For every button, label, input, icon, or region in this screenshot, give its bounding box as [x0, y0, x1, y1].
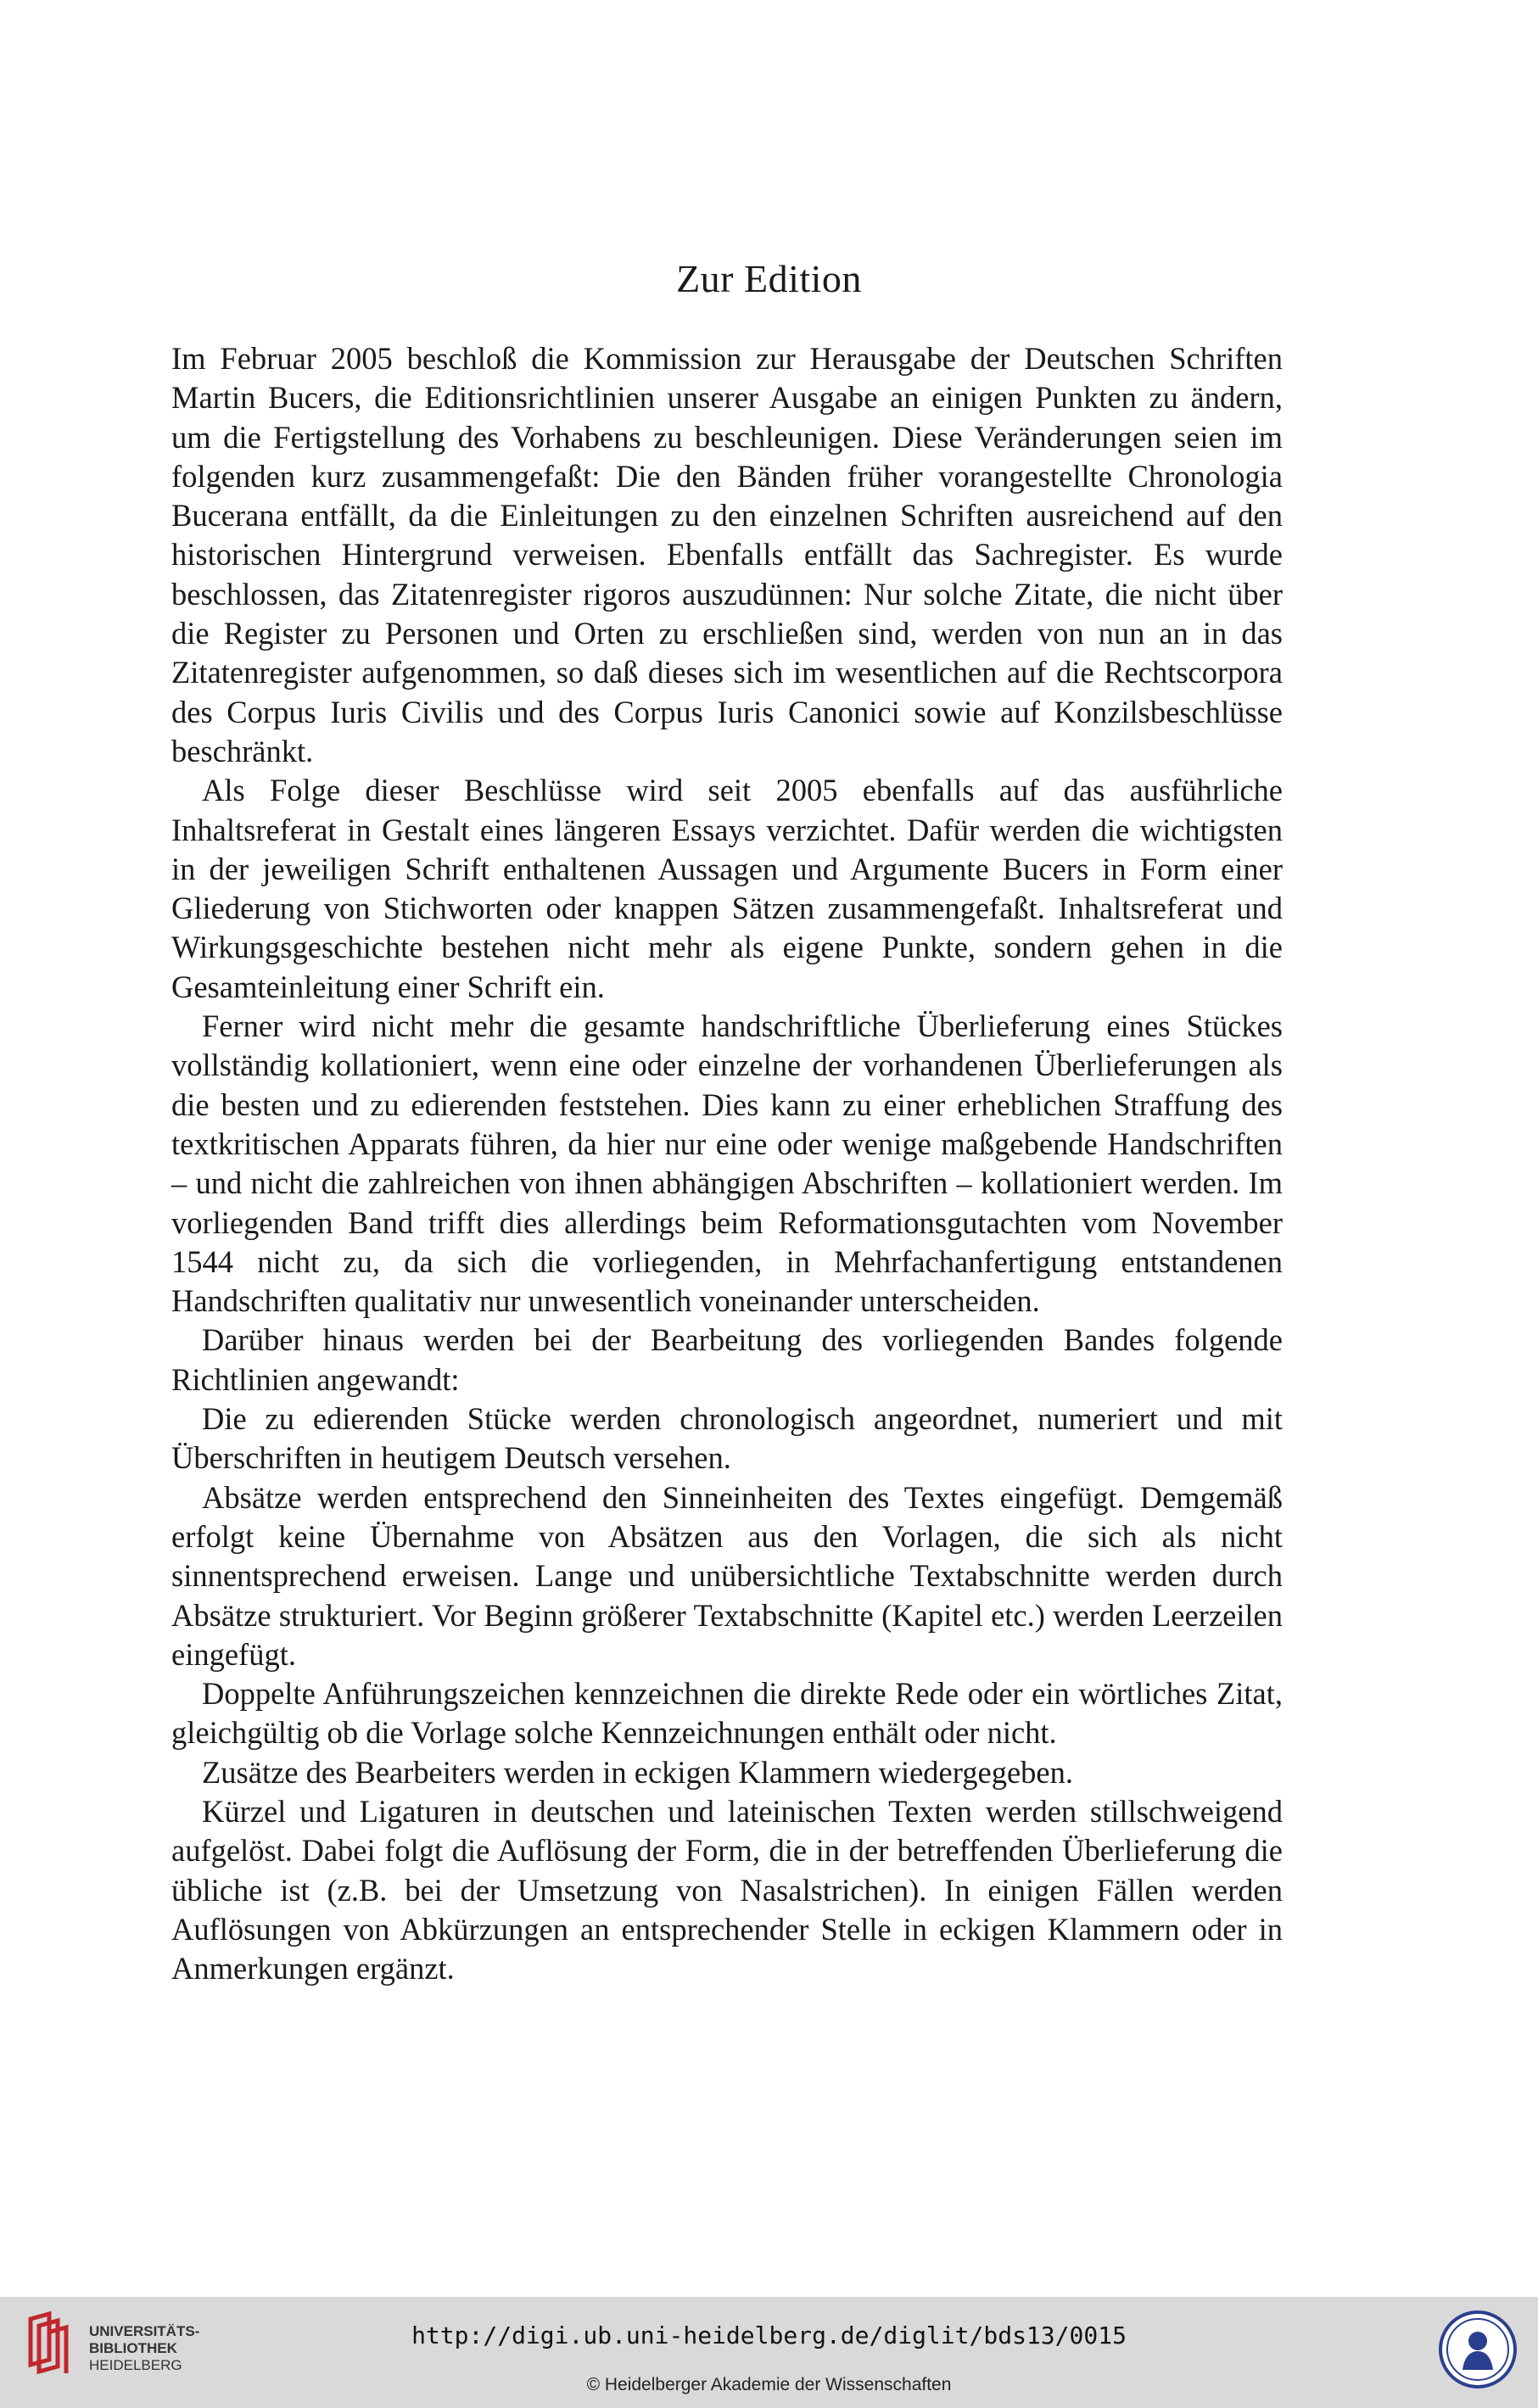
paragraph: Ferner wird nicht mehr die gesamte handschriftliche Überlieferung eines Stückes vollständig kollationiert, wenn eine oder einzelne der vorhandenen Überlieferungen als die besten und zu edierenden feststehen. Dies kann zu einer erheblichen Straffung des textkritischen Apparats führen, da hier nur eine oder wenige maßgebende Handschriften – und nicht die zahlreichen von ihnen abhängigen Abschriften – kollationiert werden. Im vorliegenden Band trifft dies allerdings beim Reformationsgutachten vom November 1544 nicht zu, da sich die vorliegenden, in Mehrfachanfertigung entstandenen Handschriften qualitativ nur unwesentlich voneinander unterscheiden.	[171, 1008, 1283, 1319]
source-url-link[interactable]: http://digi.ub.uni-heidelberg.de/diglit/bds13/0015	[411, 2321, 1127, 2349]
library-name-line: BIBLIOTHEK	[89, 2340, 177, 2356]
paragraph: Im Februar 2005 beschloß die Kommission zur Herausgabe der Deutschen Schriften Martin Bucers, die Editionsrichtlinien unserer Ausgabe an einigen Punkten zu ändern, um die Fertigstellung des Vorhabens zu beschleunigen. Diese Veränderungen seien im folgenden kurz zusammengefaßt: Die den Bänden früher vorangestellte Chronologia Bucerana entfällt, da die Einleitungen zu den einzelnen Schriften ausreichend auf den historischen Hintergrund verweisen. Ebenfalls entfällt das Sachregister. Es wurde beschlossen, das Zitatenregister rigoros auszudünnen: Nur solche Zitate, die nicht über die Register zu Personen und Orten zu erschließen sind, werden von nun an in das Zitatenregister aufgenommen, so daß dieses sich im wesentlichen auf die Rechtscorpora des Corpus Iuris Civilis und des Corpus Iuris Canonici sowie auf Konzilsbeschlüsse beschränkt.	[171, 341, 1283, 768]
paragraph: Kürzel und Ligaturen in deutschen und lateinischen Texten werden stillschweigend aufgelöst. Dabei folgt die Auflösung der Form, die in der betreffenden Überlieferung die übliche ist (z.B. bei der Umsetzung von Nasalstrichen). In einigen Fällen werden Auflösungen von Abkürzungen an entsprechender Stelle in eckigen Klammern oder in Anmerkungen ergänzt.	[171, 1793, 1283, 1986]
library-name-line: HEIDELBERG	[89, 2357, 182, 2373]
paragraph: Doppelte Anführungszeichen kennzeichnen die direkte Rede oder ein wörtliches Zitat, gleichgültig ob die Vorlage solche Kennzeichnungen enthält oder nicht.	[171, 1676, 1283, 1751]
paragraph: Die zu edierenden Stücke werden chronologisch angeordnet, numeriert und mit Überschriften in heutigem Deutsch versehen.	[171, 1401, 1283, 1476]
paragraph: Zusätze des Bearbeiters werden in eckigen Klammern wiedergegeben.	[202, 1754, 1073, 1790]
library-name-line: UNIVERSITÄTS-	[89, 2323, 200, 2339]
academy-seal-icon	[1437, 2309, 1518, 2390]
paragraph: Als Folge dieser Beschlüsse wird seit 2005 ebenfalls auf das ausführliche Inhaltsreferat in Gestalt eines längeren Essays verzichtet. Dafür werden die wichtigsten in der jeweiligen Schrift enthaltenen Aussagen und Argumente Bucers in Form einer Gliederung von Stichworten oder knappen Sätzen zusammengefaßt. Inhaltsreferat und Wirkungsgeschichte bestehen nicht mehr als eigene Punkte, sondern gehen in die Gesamteinleitung einer Schrift ein.	[171, 773, 1283, 1004]
body-text	[171, 339, 1283, 1988]
paragraph: Darüber hinaus werden bei der Bearbeitung des vorliegenden Bandes folgende Richtlinien angewandt:	[171, 1322, 1283, 1397]
copyright-notice: © Heidelberger Akademie der Wissenschaften	[586, 2375, 952, 2394]
paragraph: Absätze werden entsprechend den Sinneinheiten des Textes eingefügt. Demgemäß erfolgt keine Übernahme von Absätzen aus den Vorlagen, die sich als nicht sinnentsprechend erweisen. Lange und unübersichtliche Textabschnitte werden durch Absätze strukturiert. Vor Beginn größerer Textabschnitte (Kapitel etc.) werden Leerzeilen eingefügt.	[171, 1479, 1283, 1672]
page-title: Zur Edition	[676, 257, 862, 300]
